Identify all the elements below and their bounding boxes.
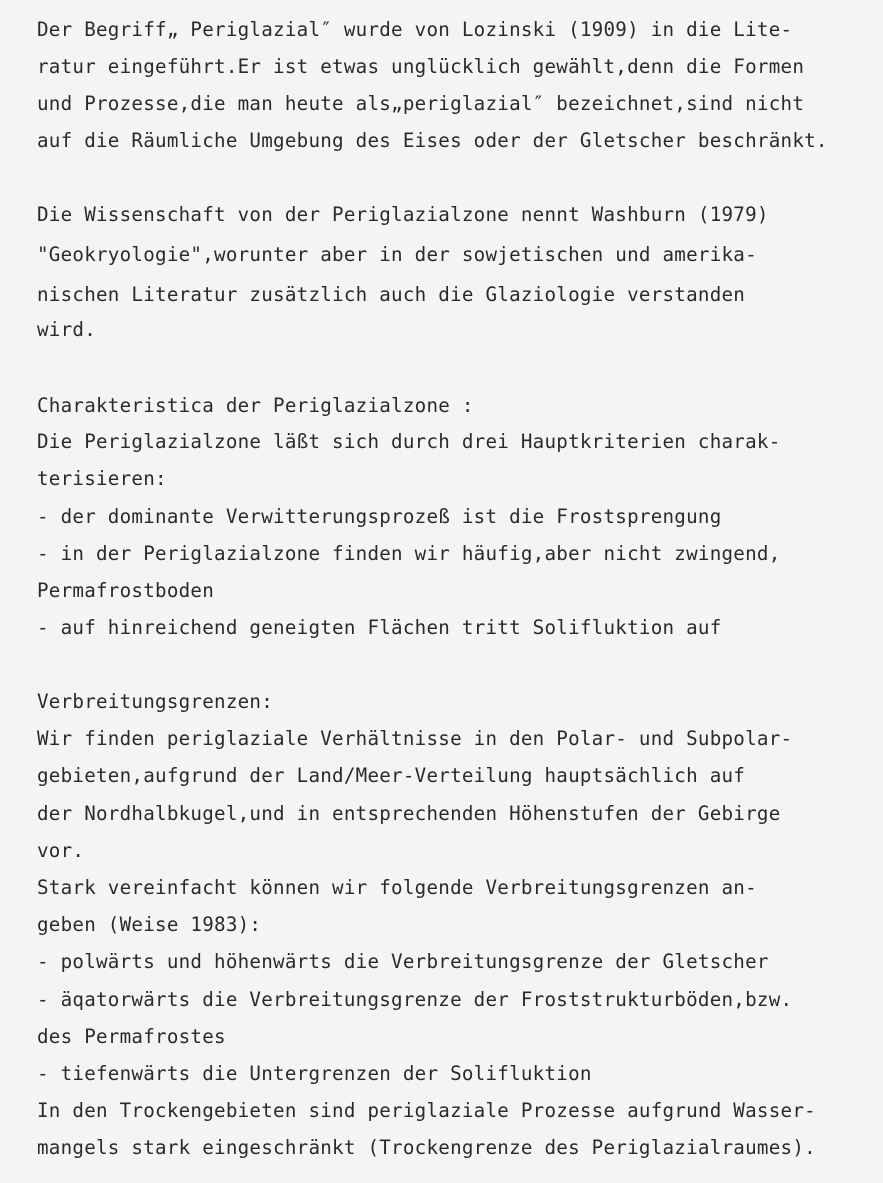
text-line: Die Wissenschaft von der Periglazialzone nennt Washburn (1979) [37, 203, 769, 226]
text-line: der Nordhalbkugel,und in entsprechenden Höhenstufen der Gebirge [37, 802, 781, 825]
section-heading: Charakteristica der Periglazialzone : [37, 394, 474, 417]
text-line: wird. [37, 318, 97, 341]
text-line: des Permafrostes [37, 1025, 226, 1048]
text-line: In den Trockengebieten sind periglaziale Prozesse aufgrund Wasser- [37, 1099, 816, 1122]
list-item: - polwärts und höhenwärts die Verbreitungsgrenze der Gletscher [37, 950, 769, 973]
section-heading: Verbreitungsgrenzen: [37, 690, 274, 713]
text-line: nischen Literatur zusätzlich auch die Glaziologie verstanden [37, 283, 746, 306]
text-line: Der Begriff„ Periglazial″ wurde von Lozinski (1909) in die Lite- [37, 18, 793, 41]
text-line: geben (Weise 1983): [37, 913, 262, 936]
text-line: Wir finden periglaziale Verhältnisse in den Polar- und Subpolar- [37, 727, 793, 750]
text-line: "Geokryologie",worunter aber in der sowjetischen und amerika- [37, 243, 757, 266]
text-line: Permafrostboden [37, 579, 215, 602]
list-item: - tiefenwärts die Untergrenzen der Solifluktion [37, 1062, 592, 1085]
text-line: gebieten,aufgrund der Land/Meer-Verteilung hauptsächlich auf [37, 764, 746, 787]
list-item: - in der Periglazialzone finden wir häufig,aber nicht zwingend, [37, 542, 781, 565]
list-item: - äqatorwärts die Verbreitungsgrenze der Froststrukturböden,bzw. [37, 988, 793, 1011]
text-line: mangels stark eingeschränkt (Trockengrenze des Periglazialraumes). [37, 1136, 816, 1159]
text-line: terisieren: [37, 467, 167, 490]
list-item: - der dominante Verwitterungsprozeß ist die Frostsprengung [37, 505, 722, 528]
list-item: - auf hinreichend geneigten Flächen tritt Solifluktion auf [37, 616, 722, 639]
text-line: ratur eingeführt.Er ist etwas unglücklich gewählt,denn die Formen [37, 55, 805, 78]
text-line: vor. [37, 839, 85, 862]
text-line: und Prozesse,die man heute als„periglazial″ bezeichnet,sind nicht [37, 92, 805, 115]
text-line: Stark vereinfacht können wir folgende Verbreitungsgrenzen an- [37, 876, 757, 899]
text-line: Die Periglazialzone läßt sich durch drei Hauptkriterien charak- [37, 430, 781, 453]
text-line: auf die Räumliche Umgebung des Eises oder der Gletscher beschränkt. [37, 129, 828, 152]
